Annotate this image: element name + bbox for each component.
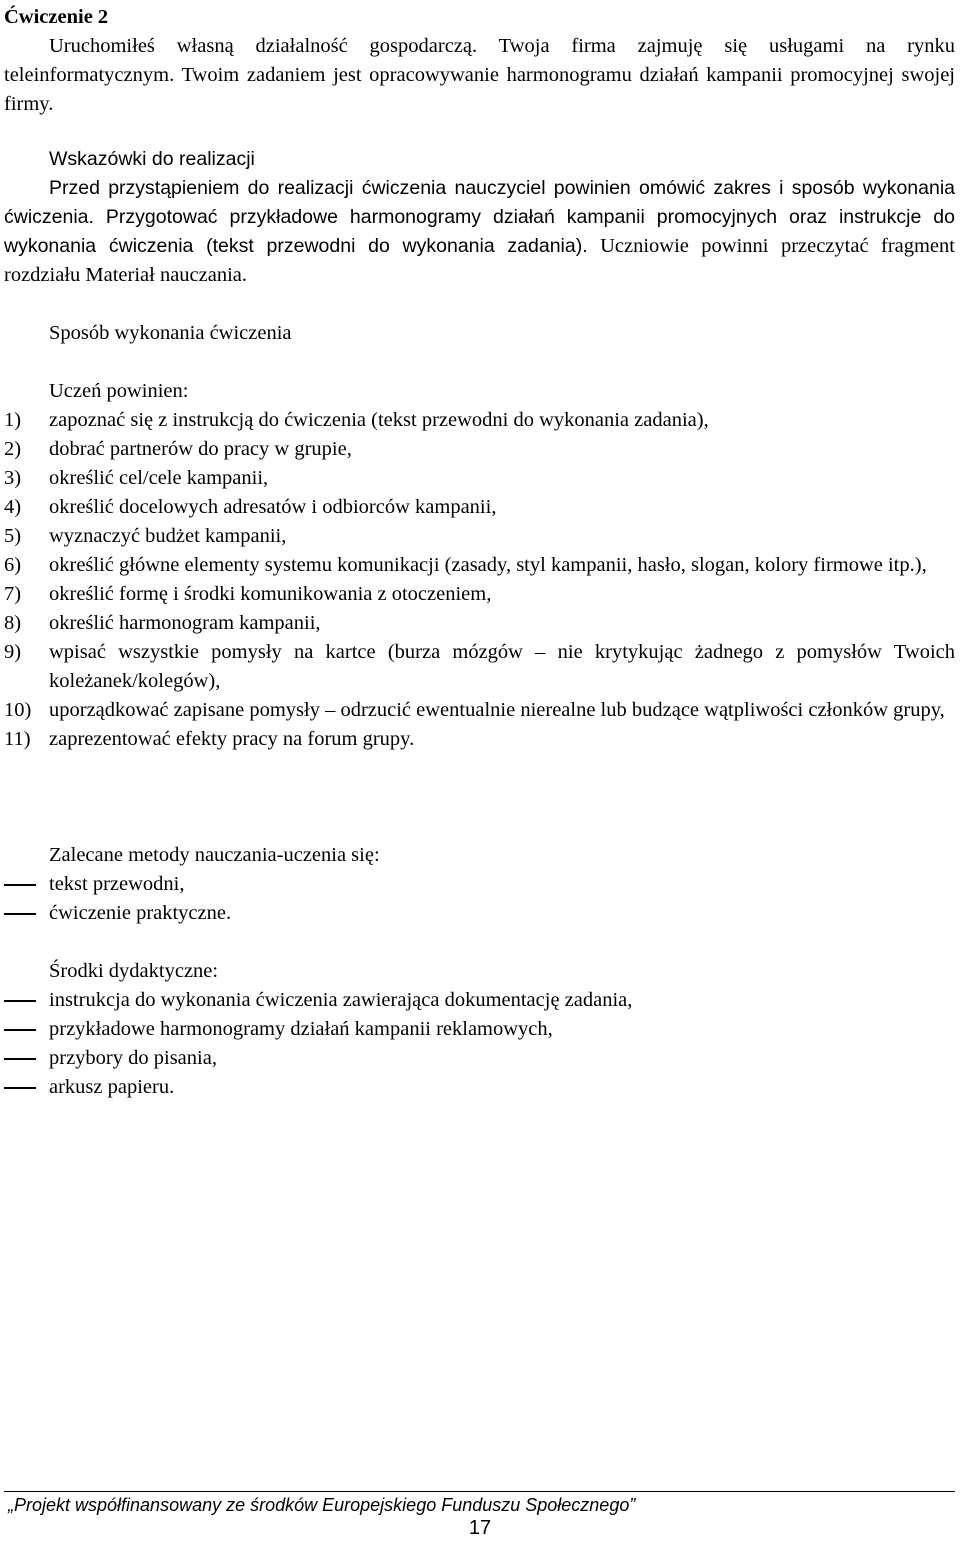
dash-icon [4,1087,36,1089]
aids-heading: Środki dydaktyczne: [49,960,219,982]
step-number: 10) [4,699,32,721]
step-item [4,580,955,609]
step-item [4,725,955,754]
guidance-text-serif: Uczniowie powinni przeczytać fragment rozdziału Materiał nauczania. [4,235,955,286]
step-item [4,493,955,522]
step-item [4,522,955,551]
guidance-paragraph [4,174,955,290]
step-text: określić cel/cele kampanii, [49,467,269,489]
dash-icon [4,1029,36,1031]
step-text: określić formę i środki komunikowania z otoczeniem, [49,583,492,605]
aids-list [4,986,955,1102]
step-text: zaprezentować efekty pracy na forum grupy. [49,728,415,750]
footer-text: „Projekt współfinansowany ze środków Europejskiego Funduszu Społecznego” [8,1495,636,1515]
steps-list [4,406,955,754]
step-number: 3) [4,467,22,489]
step-number: 11) [4,728,31,750]
step-item [4,435,955,464]
step-item [4,551,955,580]
step-item [4,609,955,638]
step-text: dobrać partnerów do pracy w grupie, [49,438,352,460]
list-item-text: przybory do pisania, [49,1047,217,1069]
intro-text: Uruchomiłeś własną działalność gospodarczą. Twoja firma zajmuję się usługami na rynku teleinformatycznym. Twoim zadaniem jest opracowywanie harmonogramu działań kampanii promocyjnej swojej firmy. [4,35,955,115]
step-item [4,638,955,696]
methods-list [4,870,955,928]
step-number: 9) [4,641,22,663]
step-text: wyznaczyć budżet kampanii, [49,525,287,547]
step-number: 6) [4,554,22,576]
intro-paragraph [4,32,955,119]
dash-icon [4,1000,36,1002]
list-item [4,1015,955,1044]
step-number: 4) [4,496,22,518]
step-text: określić harmonogram kampanii, [49,612,321,634]
footer-divider [4,1491,955,1492]
step-text: zapoznać się z instrukcją do ćwiczenia (tekst przewodni do wykonania zadania), [49,409,709,431]
dash-icon [4,1058,36,1060]
step-text: wpisać wszystkie pomysły na kartce (burza mózgów – nie krytykując żadnego z pomysłów Twoich koleżanek/kolegów), [49,641,955,692]
page-number: 17 [468,1517,492,1539]
list-item-text: instrukcja do wykonania ćwiczenia zawierająca dokumentację zadania, [49,989,633,1011]
method-heading: Sposób wykonania ćwiczenia [49,322,292,344]
step-text: określić główne elementy systemu komunikacji (zasady, styl kampanii, hasło, slogan, kolory firmowe itp.), [49,554,927,576]
step-number: 1) [4,409,22,431]
step-number: 7) [4,583,22,605]
list-item-text: arkusz papieru. [49,1076,175,1098]
step-item [4,406,955,435]
guidance-heading: Wskazówki do realizacji [49,148,255,170]
step-number: 2) [4,438,22,460]
dash-icon [4,884,36,886]
list-item [4,1044,955,1073]
guidance-text-sans: Przed przystąpieniem do realizacji ćwiczenia nauczyciel powinien omówić zakres i sposób wykonania ćwiczenia. Przygotować przykładowe harmonogramy działań kampanii promocyjnych oraz instrukcje do wykonania ćwiczenia (tekst przewodni do wykonania zadania). [4,177,955,257]
step-number: 5) [4,525,22,547]
method-intro: Uczeń powinien: [49,380,189,402]
step-number: 8) [4,612,22,634]
dash-icon [4,913,36,915]
step-item [4,696,955,725]
list-item [4,986,955,1015]
list-item [4,870,955,899]
list-item [4,1073,955,1102]
step-text: uporządkować zapisane pomysły – odrzucić ewentualnie nierealne lub budzące wątpliwości członków grupy, [49,699,945,721]
list-item-text: przykładowe harmonogramy działań kampanii reklamowych, [49,1018,553,1040]
step-text: określić docelowych adresatów i odbiorców kampanii, [49,496,497,518]
step-item [4,464,955,493]
list-item-text: tekst przewodni, [49,873,185,895]
methods-heading: Zalecane metody nauczania-uczenia się: [49,844,380,866]
exercise-title: Ćwiczenie 2 [4,6,109,28]
list-item [4,899,955,928]
list-item-text: ćwiczenie praktyczne. [49,902,232,924]
